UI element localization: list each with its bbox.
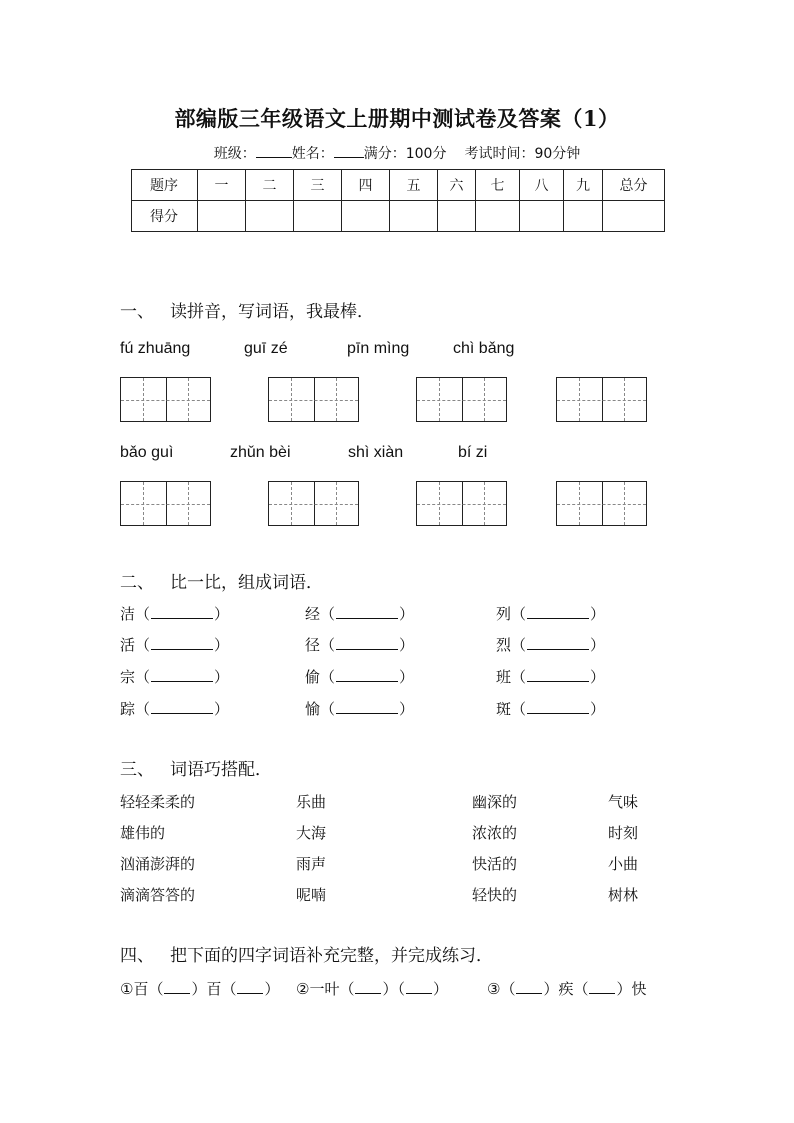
section-title: 读拼音，写词语，我最棒． — [170, 302, 374, 322]
word-item: 活（ ） — [120, 636, 230, 654]
writing-grid[interactable] — [120, 377, 211, 422]
word-item: 偷（ ） — [305, 668, 415, 686]
word-item: 班（ ） — [496, 668, 606, 686]
exam-time: 考试时间：90分钟 — [464, 146, 581, 162]
table-cell: 八 — [520, 170, 564, 201]
match-item[interactable]: 时刻 — [608, 824, 639, 842]
word-item: 愉（ ） — [305, 700, 415, 718]
pinyin: guī zé — [244, 340, 288, 357]
score-input-cell[interactable] — [390, 201, 438, 232]
answer-blank[interactable] — [164, 992, 190, 994]
answer-blank[interactable] — [527, 680, 589, 682]
pinyin: fú zhuāng — [120, 340, 191, 357]
answer-blank[interactable] — [516, 992, 542, 994]
answer-blank[interactable] — [527, 617, 589, 619]
match-item[interactable]: 气味 — [608, 793, 639, 811]
full-score: 满分：100分 — [363, 146, 447, 162]
answer-blank[interactable] — [336, 680, 398, 682]
word-item: 洁（ ） — [120, 605, 230, 623]
table-cell: 六 — [438, 170, 476, 201]
word-item: 经（ ） — [305, 605, 415, 623]
table-cell: 一 — [198, 170, 246, 201]
match-item[interactable]: 小曲 — [608, 855, 639, 873]
answer-blank[interactable] — [151, 680, 213, 682]
score-input-cell[interactable] — [198, 201, 246, 232]
pinyin: bí zi — [458, 444, 488, 461]
name-label: 姓名： — [291, 146, 334, 162]
pinyin: chì bǎng — [453, 340, 515, 357]
match-item[interactable]: 乐曲 — [296, 793, 327, 811]
match-item[interactable]: 雨声 — [296, 855, 327, 873]
table-cell: 九 — [564, 170, 603, 201]
match-item[interactable]: 大海 — [296, 824, 327, 842]
exam-info-line — [0, 143, 794, 163]
answer-blank[interactable] — [151, 617, 213, 619]
table-cell: 题序 — [132, 170, 198, 201]
match-item[interactable]: 雄伟的 — [120, 824, 166, 842]
word-item: 踪（ ） — [120, 700, 230, 718]
writing-grid[interactable] — [268, 481, 359, 526]
writing-grid[interactable] — [556, 481, 647, 526]
class-label: 班级： — [213, 146, 256, 162]
answer-blank[interactable] — [151, 712, 213, 714]
writing-grid[interactable] — [556, 377, 647, 422]
word-item: 烈（ ） — [496, 636, 606, 654]
table-cell: 三 — [294, 170, 342, 201]
table-cell: 得分 — [132, 201, 198, 232]
pinyin: zhǔn bèi — [230, 444, 291, 461]
word-item: 斑（ ） — [496, 700, 606, 718]
score-input-cell[interactable] — [603, 201, 665, 232]
table-row — [132, 170, 665, 201]
section-title: 比一比，组成词语． — [170, 573, 323, 593]
page-title: 部编版三年级语文上册期中测试卷及答案（1） — [174, 106, 620, 131]
pinyin: pīn mìng — [347, 340, 410, 357]
answer-blank[interactable] — [336, 648, 398, 650]
table-cell: 七 — [476, 170, 520, 201]
answer-blank[interactable] — [151, 648, 213, 650]
score-input-cell[interactable] — [342, 201, 390, 232]
word-item: 径（ ） — [305, 636, 415, 654]
answer-blank[interactable] — [406, 992, 432, 994]
table-cell: 总分 — [603, 170, 665, 201]
section-number: 一、 — [120, 302, 154, 322]
score-input-cell[interactable] — [564, 201, 603, 232]
section-title: 词语巧搭配． — [170, 760, 272, 780]
section-number: 二、 — [120, 573, 154, 593]
answer-blank[interactable] — [336, 712, 398, 714]
answer-blank[interactable] — [355, 992, 381, 994]
writing-grid[interactable] — [268, 377, 359, 422]
idiom-item: ③（ ）疾（ ）快 — [487, 980, 647, 998]
answer-blank[interactable] — [336, 617, 398, 619]
section-1-heading — [120, 297, 374, 322]
score-input-cell[interactable] — [476, 201, 520, 232]
match-item[interactable]: 快活的 — [472, 855, 518, 873]
idiom-item: ②一叶（ ）（ ） — [296, 980, 448, 998]
section-2-heading — [120, 568, 323, 593]
section-title: 把下面的四字词语补充完整，并完成练习． — [170, 946, 493, 966]
pinyin: bǎo guì — [120, 444, 174, 461]
match-item[interactable]: 呢喃 — [296, 886, 327, 904]
score-table — [131, 169, 665, 232]
class-blank[interactable] — [256, 156, 292, 158]
score-input-cell[interactable] — [294, 201, 342, 232]
score-input-cell[interactable] — [246, 201, 294, 232]
section-number: 三、 — [120, 760, 154, 780]
table-row — [132, 201, 665, 232]
score-input-cell[interactable] — [438, 201, 476, 232]
match-item[interactable]: 浓浓的 — [472, 824, 518, 842]
writing-grid[interactable] — [416, 481, 507, 526]
answer-blank[interactable] — [527, 712, 589, 714]
idiom-item: ①百（ ）百（ ） — [120, 980, 280, 998]
writing-grid[interactable] — [120, 481, 211, 526]
match-item[interactable]: 汹涌澎湃的 — [120, 855, 196, 873]
section-3-heading — [120, 755, 272, 780]
table-cell: 四 — [342, 170, 390, 201]
match-item[interactable]: 幽深的 — [472, 793, 518, 811]
writing-grid[interactable] — [416, 377, 507, 422]
score-input-cell[interactable] — [520, 201, 564, 232]
answer-blank[interactable] — [589, 992, 615, 994]
match-item[interactable]: 树林 — [608, 886, 639, 904]
pinyin: shì xiàn — [348, 444, 404, 461]
answer-blank[interactable] — [527, 648, 589, 650]
name-blank[interactable] — [334, 156, 364, 158]
word-item: 宗（ ） — [120, 668, 230, 686]
table-cell: 五 — [390, 170, 438, 201]
section-4-heading — [120, 941, 493, 966]
section-number: 四、 — [120, 946, 154, 966]
answer-blank[interactable] — [237, 992, 263, 994]
match-item[interactable]: 滴滴答答的 — [120, 886, 196, 904]
word-item: 列（ ） — [496, 605, 606, 623]
match-item[interactable]: 轻轻柔柔的 — [120, 793, 196, 811]
match-item[interactable]: 轻快的 — [472, 886, 518, 904]
table-cell: 二 — [246, 170, 294, 201]
